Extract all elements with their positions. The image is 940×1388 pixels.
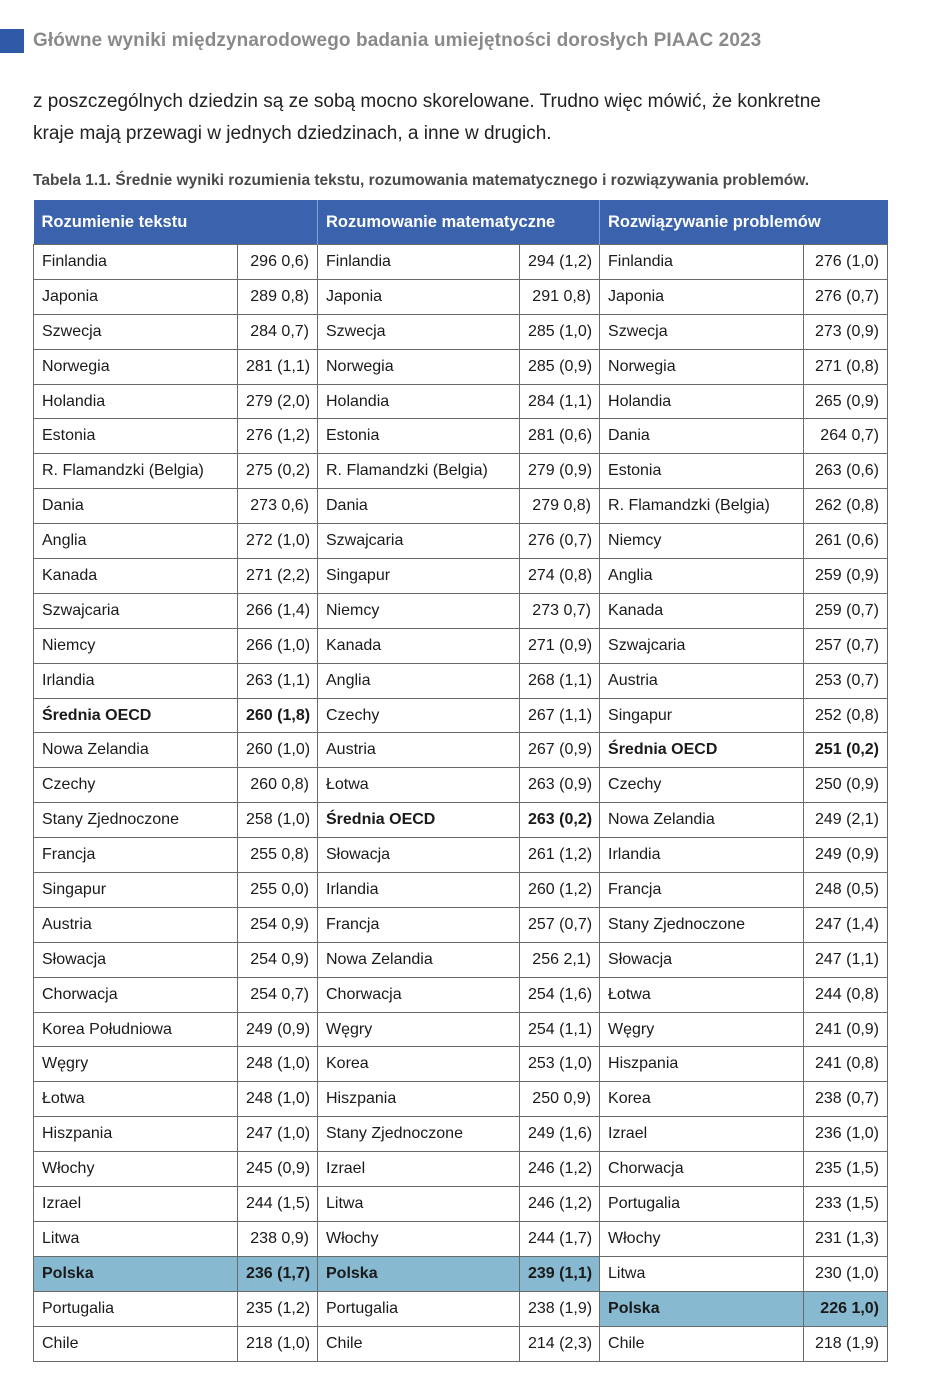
country-cell: Anglia: [34, 524, 238, 559]
score-cell: 289 0,8): [238, 279, 318, 314]
results-table: [33, 200, 888, 1362]
score-cell: 262 (0,8): [804, 489, 888, 524]
country-cell: Singapur: [34, 873, 238, 908]
country-cell: Austria: [34, 907, 238, 942]
score-cell: 238 0,9): [238, 1221, 318, 1256]
country-cell: Hiszpania: [34, 1117, 238, 1152]
table-row: [34, 593, 888, 628]
score-cell: 266 (1,0): [238, 628, 318, 663]
score-cell: 276 (1,2): [238, 419, 318, 454]
country-cell: Węgry: [318, 1012, 520, 1047]
table-row: [34, 384, 888, 419]
score-cell: 267 (0,9): [520, 733, 600, 768]
score-cell: 276 (0,7): [804, 279, 888, 314]
score-cell: 245 (0,9): [238, 1152, 318, 1187]
score-cell: 244 (1,5): [238, 1187, 318, 1222]
score-cell: 260 0,8): [238, 768, 318, 803]
country-cell: Izrael: [318, 1152, 520, 1187]
country-cell: Szwecja: [600, 314, 804, 349]
country-cell: Anglia: [318, 663, 520, 698]
country-cell: Hiszpania: [600, 1047, 804, 1082]
score-cell: 241 (0,9): [804, 1012, 888, 1047]
score-cell: 254 0,9): [238, 942, 318, 977]
score-cell: 265 (0,9): [804, 384, 888, 419]
country-cell: Korea: [318, 1047, 520, 1082]
table-row: [34, 838, 888, 873]
score-cell: 249 (0,9): [238, 1012, 318, 1047]
score-cell: 257 (0,7): [520, 907, 600, 942]
country-cell: Chorwacja: [600, 1152, 804, 1187]
score-cell: 238 (0,7): [804, 1082, 888, 1117]
score-cell: 254 0,9): [238, 907, 318, 942]
score-cell: 285 (1,0): [520, 314, 600, 349]
country-cell: Litwa: [600, 1256, 804, 1291]
score-cell: 279 (2,0): [238, 384, 318, 419]
table-row: [34, 454, 888, 489]
score-cell: 247 (1,4): [804, 907, 888, 942]
table-row: [34, 279, 888, 314]
country-cell: Japonia: [600, 279, 804, 314]
country-cell: Hiszpania: [318, 1082, 520, 1117]
score-cell: 239 (1,1): [520, 1256, 600, 1291]
table-row: [34, 349, 888, 384]
country-cell: Polska: [318, 1256, 520, 1291]
score-cell: 260 (1,0): [238, 733, 318, 768]
score-cell: 233 (1,5): [804, 1187, 888, 1222]
country-cell: Chile: [34, 1326, 238, 1361]
country-cell: Portugalia: [318, 1291, 520, 1326]
country-cell: Estonia: [318, 419, 520, 454]
table-row: [34, 1152, 888, 1187]
country-cell: Średnia OECD: [34, 698, 238, 733]
table-row: [34, 1221, 888, 1256]
score-cell: 250 0,9): [520, 1082, 600, 1117]
score-cell: 284 0,7): [238, 314, 318, 349]
score-cell: 261 (1,2): [520, 838, 600, 873]
country-cell: Szwajcaria: [600, 628, 804, 663]
score-cell: 218 (1,0): [238, 1326, 318, 1361]
body-line: z poszczególnych dziedzin są ze sobą mocno skorelowane. Trudno więc mówić, że konkretne: [33, 91, 821, 112]
country-cell: Holandia: [600, 384, 804, 419]
score-cell: 253 (1,0): [520, 1047, 600, 1082]
country-cell: Włochy: [318, 1221, 520, 1256]
country-cell: Czechy: [318, 698, 520, 733]
country-cell: R. Flamandzki (Belgia): [34, 454, 238, 489]
country-cell: Włochy: [600, 1221, 804, 1256]
score-cell: 258 (1,0): [238, 803, 318, 838]
score-cell: 271 (2,2): [238, 559, 318, 594]
country-cell: Irlandia: [600, 838, 804, 873]
score-cell: 248 (0,5): [804, 873, 888, 908]
country-cell: Litwa: [318, 1187, 520, 1222]
country-cell: Estonia: [34, 419, 238, 454]
score-cell: 259 (0,9): [804, 559, 888, 594]
column-header-literacy: Rozumienie tekstu: [34, 200, 318, 245]
country-cell: Norwegia: [318, 349, 520, 384]
table-row: [34, 419, 888, 454]
score-cell: 275 (0,2): [238, 454, 318, 489]
country-cell: Dania: [318, 489, 520, 524]
table-row: [34, 1291, 888, 1326]
column-header-problem-solving: Rozwiązywanie problemów: [600, 200, 888, 245]
country-cell: Japonia: [34, 279, 238, 314]
country-cell: Irlandia: [318, 873, 520, 908]
score-cell: 276 (0,7): [520, 524, 600, 559]
country-cell: R. Flamandzki (Belgia): [600, 489, 804, 524]
table-row: [34, 1326, 888, 1361]
country-cell: Średnia OECD: [600, 733, 804, 768]
table-row: [34, 1117, 888, 1152]
score-cell: 259 (0,7): [804, 593, 888, 628]
country-cell: Węgry: [600, 1012, 804, 1047]
score-cell: 247 (1,0): [238, 1117, 318, 1152]
table-row: [34, 803, 888, 838]
score-cell: 254 (1,6): [520, 977, 600, 1012]
table-row: [34, 768, 888, 803]
country-cell: Nowa Zelandia: [34, 733, 238, 768]
score-cell: 250 (0,9): [804, 768, 888, 803]
country-cell: Finlandia: [318, 245, 520, 280]
score-cell: 254 (1,1): [520, 1012, 600, 1047]
score-cell: 272 (1,0): [238, 524, 318, 559]
table-row: [34, 873, 888, 908]
score-cell: 273 0,6): [238, 489, 318, 524]
body-line: kraje mają przewagi w jednych dziedzinach, a inne w drugich.: [33, 123, 552, 144]
score-cell: 271 (0,9): [520, 628, 600, 663]
score-cell: 268 (1,1): [520, 663, 600, 698]
table-caption: Tabela 1.1. Średnie wyniki rozumienia tekstu, rozumowania matematycznego i rozwiązywania problemów.: [33, 172, 810, 189]
country-cell: Portugalia: [600, 1187, 804, 1222]
score-cell: 255 0,8): [238, 838, 318, 873]
section-header: [0, 28, 761, 54]
score-cell: 214 (2,3): [520, 1326, 600, 1361]
score-cell: 281 (1,1): [238, 349, 318, 384]
score-cell: 230 (1,0): [804, 1256, 888, 1291]
table-row: [34, 245, 888, 280]
table-row: [34, 489, 888, 524]
score-cell: 255 0,0): [238, 873, 318, 908]
score-cell: 264 0,7): [804, 419, 888, 454]
score-cell: 249 (0,9): [804, 838, 888, 873]
table-row: [34, 663, 888, 698]
country-cell: Nowa Zelandia: [600, 803, 804, 838]
country-cell: Łotwa: [318, 768, 520, 803]
score-cell: 263 (0,6): [804, 454, 888, 489]
country-cell: Korea: [600, 1082, 804, 1117]
country-cell: Szwecja: [34, 314, 238, 349]
country-cell: Włochy: [34, 1152, 238, 1187]
score-cell: 249 (2,1): [804, 803, 888, 838]
score-cell: 256 2,1): [520, 942, 600, 977]
score-cell: 260 (1,8): [238, 698, 318, 733]
score-cell: 226 1,0): [804, 1291, 888, 1326]
country-cell: Niemcy: [318, 593, 520, 628]
score-cell: 261 (0,6): [804, 524, 888, 559]
score-cell: 236 (1,7): [238, 1256, 318, 1291]
country-cell: Szwajcaria: [34, 593, 238, 628]
table-header-row: [34, 200, 888, 245]
country-cell: Czechy: [34, 768, 238, 803]
score-cell: 252 (0,8): [804, 698, 888, 733]
country-cell: Japonia: [318, 279, 520, 314]
country-cell: Estonia: [600, 454, 804, 489]
table-row: [34, 977, 888, 1012]
score-cell: 279 0,8): [520, 489, 600, 524]
score-cell: 266 (1,4): [238, 593, 318, 628]
score-cell: 248 (1,0): [238, 1082, 318, 1117]
score-cell: 246 (1,2): [520, 1187, 600, 1222]
score-cell: 263 (0,9): [520, 768, 600, 803]
country-cell: Niemcy: [600, 524, 804, 559]
body-paragraph: [33, 86, 893, 150]
score-cell: 279 (0,9): [520, 454, 600, 489]
score-cell: 260 (1,2): [520, 873, 600, 908]
country-cell: Łotwa: [600, 977, 804, 1012]
table-row: [34, 314, 888, 349]
country-cell: Szwecja: [318, 314, 520, 349]
country-cell: Szwajcaria: [318, 524, 520, 559]
score-cell: 235 (1,5): [804, 1152, 888, 1187]
country-cell: Nowa Zelandia: [318, 942, 520, 977]
table-row: [34, 1082, 888, 1117]
table-row: [34, 733, 888, 768]
country-cell: Litwa: [34, 1221, 238, 1256]
country-cell: Dania: [34, 489, 238, 524]
country-cell: R. Flamandzki (Belgia): [318, 454, 520, 489]
score-cell: 263 (0,2): [520, 803, 600, 838]
country-cell: Irlandia: [34, 663, 238, 698]
country-cell: Kanada: [600, 593, 804, 628]
score-cell: 257 (0,7): [804, 628, 888, 663]
country-cell: Norwegia: [600, 349, 804, 384]
score-cell: 267 (1,1): [520, 698, 600, 733]
country-cell: Chorwacja: [318, 977, 520, 1012]
score-cell: 231 (1,3): [804, 1221, 888, 1256]
table-row: [34, 907, 888, 942]
country-cell: Finlandia: [600, 245, 804, 280]
score-cell: 218 (1,9): [804, 1326, 888, 1361]
score-cell: 244 (0,8): [804, 977, 888, 1012]
country-cell: Holandia: [318, 384, 520, 419]
country-cell: Francja: [600, 873, 804, 908]
score-cell: 254 0,7): [238, 977, 318, 1012]
country-cell: Kanada: [34, 559, 238, 594]
country-cell: Słowacja: [600, 942, 804, 977]
country-cell: Łotwa: [34, 1082, 238, 1117]
score-cell: 253 (0,7): [804, 663, 888, 698]
score-cell: 241 (0,8): [804, 1047, 888, 1082]
score-cell: 244 (1,7): [520, 1221, 600, 1256]
country-cell: Czechy: [600, 768, 804, 803]
country-cell: Słowacja: [34, 942, 238, 977]
score-cell: 248 (1,0): [238, 1047, 318, 1082]
country-cell: Polska: [600, 1291, 804, 1326]
country-cell: Holandia: [34, 384, 238, 419]
country-cell: Francja: [318, 907, 520, 942]
country-cell: Średnia OECD: [318, 803, 520, 838]
score-cell: 291 0,8): [520, 279, 600, 314]
country-cell: Dania: [600, 419, 804, 454]
score-cell: 236 (1,0): [804, 1117, 888, 1152]
country-cell: Korea Południowa: [34, 1012, 238, 1047]
country-cell: Izrael: [34, 1187, 238, 1222]
table-row: [34, 628, 888, 663]
score-cell: 247 (1,1): [804, 942, 888, 977]
score-cell: 276 (1,0): [804, 245, 888, 280]
country-cell: Słowacja: [318, 838, 520, 873]
table-row: [34, 524, 888, 559]
score-cell: 271 (0,8): [804, 349, 888, 384]
table-row: [34, 1047, 888, 1082]
country-cell: Finlandia: [34, 245, 238, 280]
country-cell: Singapur: [318, 559, 520, 594]
country-cell: Stany Zjednoczone: [600, 907, 804, 942]
score-cell: 273 0,7): [520, 593, 600, 628]
country-cell: Węgry: [34, 1047, 238, 1082]
score-cell: 251 (0,2): [804, 733, 888, 768]
score-cell: 296 0,6): [238, 245, 318, 280]
table-row: [34, 942, 888, 977]
score-cell: 294 (1,2): [520, 245, 600, 280]
table-row: [34, 1256, 888, 1291]
country-cell: Chile: [318, 1326, 520, 1361]
score-cell: 238 (1,9): [520, 1291, 600, 1326]
table-row: [34, 1187, 888, 1222]
country-cell: Niemcy: [34, 628, 238, 663]
country-cell: Austria: [318, 733, 520, 768]
country-cell: Stany Zjednoczone: [34, 803, 238, 838]
score-cell: 273 (0,9): [804, 314, 888, 349]
score-cell: 249 (1,6): [520, 1117, 600, 1152]
score-cell: 263 (1,1): [238, 663, 318, 698]
country-cell: Anglia: [600, 559, 804, 594]
score-cell: 281 (0,6): [520, 419, 600, 454]
score-cell: 285 (0,9): [520, 349, 600, 384]
country-cell: Norwegia: [34, 349, 238, 384]
table-row: [34, 559, 888, 594]
table-row: [34, 1012, 888, 1047]
score-cell: 246 (1,2): [520, 1152, 600, 1187]
column-header-numeracy: Rozumowanie matematyczne: [318, 200, 600, 245]
country-cell: Chorwacja: [34, 977, 238, 1012]
country-cell: Portugalia: [34, 1291, 238, 1326]
country-cell: Izrael: [600, 1117, 804, 1152]
score-cell: 235 (1,2): [238, 1291, 318, 1326]
section-marker-icon: [0, 29, 24, 53]
country-cell: Singapur: [600, 698, 804, 733]
country-cell: Kanada: [318, 628, 520, 663]
country-cell: Austria: [600, 663, 804, 698]
score-cell: 284 (1,1): [520, 384, 600, 419]
country-cell: Francja: [34, 838, 238, 873]
table-row: [34, 698, 888, 733]
country-cell: Chile: [600, 1326, 804, 1361]
country-cell: Stany Zjednoczone: [318, 1117, 520, 1152]
section-title: Główne wyniki międzynarodowego badania umiejętności dorosłych PIAAC 2023: [33, 30, 762, 51]
country-cell: Polska: [34, 1256, 238, 1291]
score-cell: 274 (0,8): [520, 559, 600, 594]
